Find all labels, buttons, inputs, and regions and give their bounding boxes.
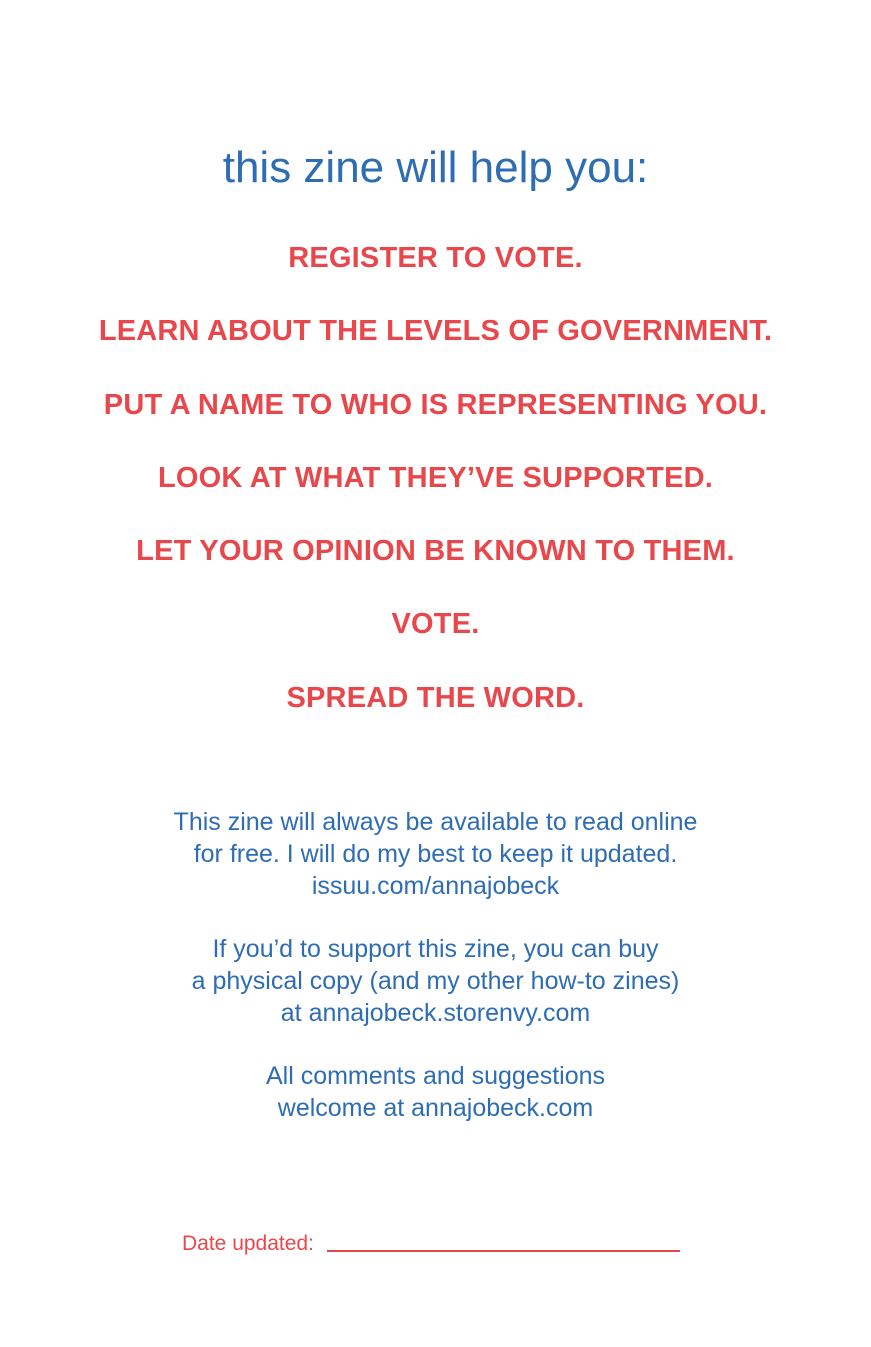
- date-updated-label: Date updated:: [182, 1232, 314, 1255]
- info-section: [0, 806, 871, 1155]
- goal-register: REGISTER TO VOTE.: [288, 242, 583, 274]
- online-paragraph: [0, 806, 871, 902]
- comments-paragraph: [0, 1060, 871, 1124]
- comments-line-1: All comments and suggestions: [265, 1062, 606, 1090]
- goal-spread-word: SPREAD THE WORD.: [286, 681, 585, 714]
- online-line-1: This zine will always be available to read online: [173, 808, 698, 836]
- goal-learn-levels: LEARN ABOUT THE LEVELS OF GOVERNMENT.: [98, 315, 773, 348]
- date-updated-row: [182, 1228, 680, 1258]
- support-line-1: If you’d to support this zine, you can buy: [212, 935, 659, 963]
- website-link[interactable]: welcome at annajobeck.com: [277, 1094, 594, 1122]
- storenvy-link[interactable]: at annajobeck.storenvy.com: [280, 999, 591, 1027]
- page-title: this zine will help you:: [222, 143, 649, 192]
- support-paragraph: [0, 933, 871, 1029]
- support-line-2: a physical copy (and my other how-to zines): [191, 967, 680, 995]
- goal-vote: VOTE.: [391, 608, 480, 641]
- goal-opinion-known: LET YOUR OPINION BE KNOWN TO THEM.: [136, 535, 735, 568]
- date-updated-blank-line: [327, 1250, 680, 1252]
- goal-look-supported: LOOK AT WHAT THEY’VE SUPPORTED.: [157, 461, 714, 494]
- goal-put-a-name: PUT A NAME TO WHO IS REPRESENTING YOU.: [103, 388, 768, 421]
- issuu-link[interactable]: issuu.com/annajobeck: [311, 872, 560, 900]
- online-line-2: for free. I will do my best to keep it updated.: [193, 840, 678, 868]
- goals-list: [0, 238, 871, 751]
